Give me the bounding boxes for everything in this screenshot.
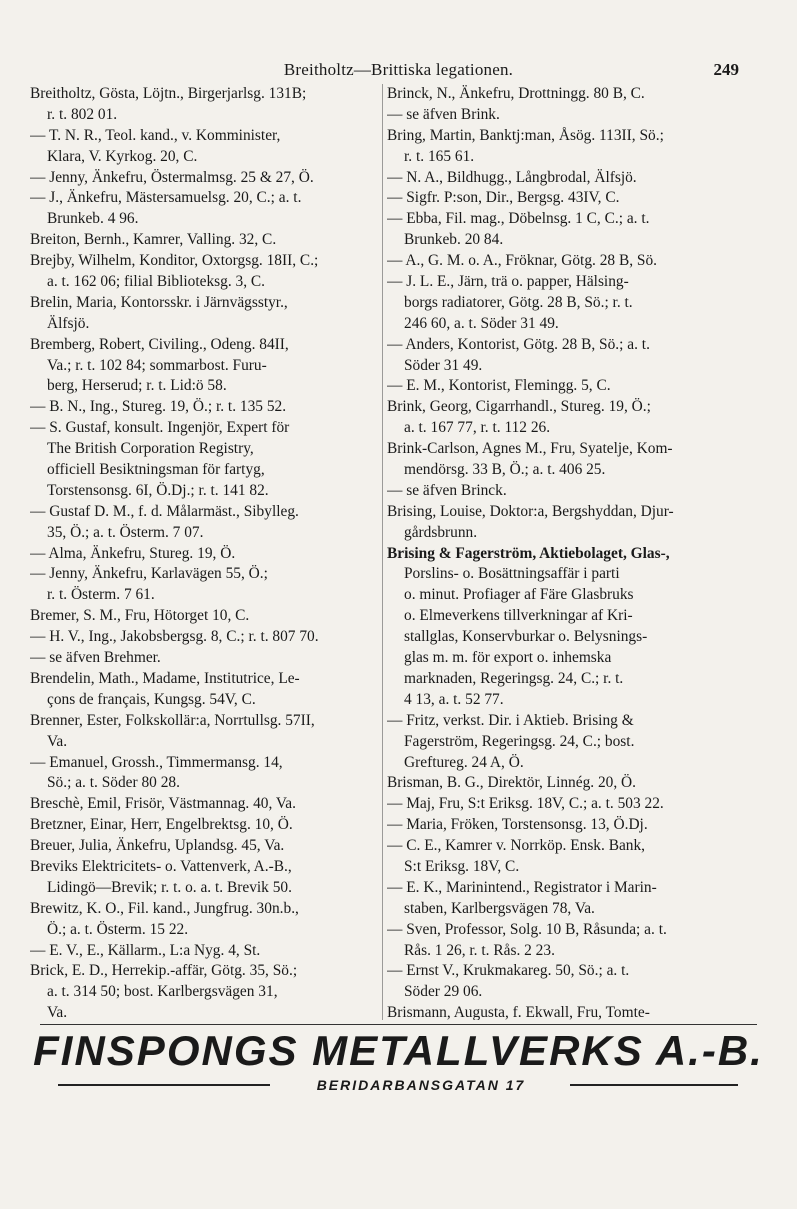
directory-entry-line: — Alma, Änkefru, Stureg. 19, Ö. [30, 544, 236, 562]
directory-entry-line: marknaden, Regeringsg. 24, C.; r. t. [404, 669, 624, 687]
directory-entry-line: o. Elmeverkens tillverkningar af Kri- [404, 607, 633, 625]
directory-entry-line: The British Corporation Registry, [47, 440, 254, 458]
directory-entry-line: Va.; r. t. 102 84; sommarbost. Furu- [47, 356, 267, 374]
directory-entry-line: Brising, Louise, Doktor:a, Bergshyddan, Djur- [387, 502, 674, 520]
directory-entry-line: Brink-Carlson, Agnes M., Fru, Syatelje, Kom- [387, 440, 673, 458]
directory-entry-line: Rås. 1 26, r. t. Rås. 2 23. [404, 941, 555, 959]
ad-address-row [58, 1074, 738, 1096]
directory-entry-line: Brismann, Augusta, f. Ekwall, Fru, Tomte- [387, 1004, 650, 1020]
directory-entry-line: Ö.; a. t. Österm. 15 22. [47, 920, 189, 938]
ad-company-name: FINSPONGS METALLVERKS A.-B. [33, 1027, 764, 1074]
directory-entry-line: — Jenny, Änkefru, Östermalmsg. 25 & 27, Ö. [30, 168, 314, 186]
column-divider [382, 84, 383, 1020]
directory-entry-line: Va. [47, 732, 68, 750]
directory-entry-line: Breviks Elektricitets- o. Vattenverk, A.-B., [30, 857, 292, 875]
directory-entry-line: Brinck, N., Änkefru, Drottningg. 80 B, C. [387, 85, 645, 102]
directory-entry-line: Breschè, Emil, Frisör, Västmannag. 40, Va. [30, 795, 296, 813]
directory-entry-line: — Fritz, verkst. Dir. i Aktieb. Brising & [387, 711, 634, 729]
directory-entry-line: Brunkeb. 4 96. [47, 210, 139, 228]
directory-entry-line: staben, Karlbergsvägen 78, Va. [404, 899, 595, 917]
directory-entry-line: çons de français, Kungsg. 54V, C. [47, 690, 256, 708]
directory-entry-line: r. t. 802 01. [47, 105, 118, 123]
left-column [30, 84, 384, 1020]
directory-entry-line: Brick, E. D., Herrekip.-affär, Götg. 35, Sö.; [30, 962, 298, 980]
directory-entry-line: Brendelin, Math., Madame, Institutrice, Le- [30, 669, 300, 687]
directory-entry-line: mendörsg. 33 B, Ö.; a. t. 406 25. [404, 461, 606, 479]
page-header [0, 56, 797, 82]
right-column [387, 84, 761, 1020]
directory-entry-line: — E. V., E., Källarm., L:a Nyg. 4, St. [30, 941, 261, 959]
directory-entry-line: Bring, Martin, Banktj:man, Åsög. 113II, Sö.; [387, 126, 664, 144]
directory-entry-line: — Ernst V., Krukmakareg. 50, Sö.; a. t. [387, 962, 630, 980]
directory-entry-line: berg, Herserud; r. t. Lid:ö 58. [47, 377, 227, 395]
directory-entry-line: — J. L. E., Järn, trä o. papper, Hälsing- [387, 273, 629, 291]
directory-entry-line: Bremer, S. M., Fru, Hötorget 10, C. [30, 607, 250, 625]
directory-entry-line: S:t Eriksg. 18V, C. [404, 857, 520, 875]
directory-entry-line: — T. N. R., Teol. kand., v. Komminister, [30, 126, 281, 144]
directory-entry-line: a. t. 314 50; bost. Karlbergsvägen 31, [47, 983, 278, 1001]
directory-columns [30, 84, 765, 1020]
directory-entry-line: — A., G. M. o. A., Fröknar, Götg. 28 B, Sö. [387, 252, 658, 270]
directory-entry-line: Bremberg, Robert, Civiling., Odeng. 84II, [30, 335, 289, 353]
directory-entry-line: Brunkeb. 20 84. [404, 231, 504, 249]
directory-entry-line: 4 13, a. t. 52 77. [404, 690, 504, 708]
directory-entry-line: Brenner, Ester, Folkskollär:a, Norrtullsg. 57II, [30, 711, 315, 729]
directory-entry-line: — Gustaf D. M., f. d. Målarmäst., Sibylleg. [30, 502, 299, 520]
advertisement [0, 1028, 797, 1100]
directory-entry-line: — N. A., Bildhugg., Långbrodal, Älfsjö. [387, 168, 637, 186]
directory-entry-line: Brelin, Maria, Kontorsskr. i Järnvägsstyr., [30, 293, 288, 311]
directory-entry-line: Söder 29 06. [404, 983, 483, 1001]
directory-entry-line: — J., Änkefru, Mästersamuelsg. 20, C.; a. t. [30, 189, 302, 207]
directory-entry-line: Brisman, B. G., Direktör, Linnég. 20, Ö. [387, 774, 637, 792]
directory-entry-line: Bretzner, Einar, Herr, Engelbrektsg. 10, Ö. [30, 816, 293, 834]
directory-entry-line: o. minut. Profiager af Färe Glasbruks [404, 586, 634, 604]
directory-entry-line: Älfsjö. [47, 314, 90, 332]
directory-entry-line: Lidingö—Brevik; r. t. o. a. t. Brevik 50. [47, 878, 292, 896]
directory-entry-line: — Sven, Professor, Solg. 10 B, Råsunda; a. t. [387, 920, 667, 938]
directory-entry-line: Brising & Fagerström, Aktiebolaget, Glas-, [387, 544, 670, 562]
directory-entry-line: Torstensonsg. 6I, Ö.Dj.; r. t. 141 82. [47, 481, 269, 499]
directory-entry-line: 35, Ö.; a. t. Österm. 7 07. [47, 523, 204, 541]
directory-entry-line: Va. [47, 1004, 68, 1020]
ad-divider [40, 1024, 757, 1025]
directory-entry-line: — E. M., Kontorist, Flemingg. 5, C. [387, 377, 611, 395]
ad-address: BERIDARBANSGATAN 17 [316, 1077, 526, 1093]
ad-rule-left [58, 1084, 270, 1086]
directory-entry-line: Brink, Georg, Cigarrhandl., Stureg. 19, Ö.; [387, 398, 651, 416]
directory-entry-line: Breiton, Bernh., Kamrer, Valling. 32, C. [30, 231, 277, 249]
directory-entry-line: — E. K., Marinintend., Registrator i Marin- [387, 878, 657, 896]
directory-entry-line: — Anders, Kontorist, Götg. 28 B, Sö.; a. t. [387, 335, 650, 353]
directory-entry-line: 246 60, a. t. Söder 31 49. [404, 314, 559, 332]
directory-entry-line: glas m. m. för export o. inhemska [404, 649, 612, 667]
directory-entry-line: — se äfven Brinck. [387, 481, 507, 499]
directory-entry-line: Porslins- o. Bosättningsaffär i parti [404, 565, 620, 583]
directory-entry-line: Sö.; a. t. Söder 80 28. [47, 774, 180, 792]
directory-entry-line: — Maria, Fröken, Torstensonsg. 13, Ö.Dj. [387, 816, 648, 834]
directory-entry-line: — Jenny, Änkefru, Karlavägen 55, Ö.; [30, 565, 268, 583]
directory-entry-line: a. t. 162 06; filial Biblioteksg. 3, C. [47, 273, 266, 291]
directory-entry-line: borgs radiatorer, Götg. 28 B, Sö.; r. t. [404, 293, 633, 311]
directory-entry-line: Fagerström, Regeringsg. 24, C.; bost. [404, 732, 635, 750]
directory-entry-line: — se äfven Brink. [387, 105, 500, 123]
directory-entry-line: officiell Besiktningsman för fartyg, [47, 461, 265, 479]
directory-entry-line: Klara, V. Kyrkog. 20, C. [47, 147, 198, 165]
directory-entry-line: gårdsbrunn. [404, 523, 478, 541]
directory-entry-line: a. t. 167 77, r. t. 112 26. [404, 419, 551, 437]
directory-entry-line: Brejby, Wilhelm, Konditor, Oxtorgsg. 18II, C.; [30, 252, 319, 270]
directory-entry-line: — Maj, Fru, S:t Eriksg. 18V, C.; a. t. 503 22. [387, 795, 664, 813]
directory-entry-line: Greftureg. 24 A, Ö. [404, 753, 524, 771]
directory-entry-line: — S. Gustaf, konsult. Ingenjör, Expert för [30, 419, 290, 437]
directory-entry-line: — H. V., Ing., Jakobsbergsg. 8, C.; r. t. 807 70. [30, 628, 319, 646]
directory-entry-line: Breuer, Julia, Änkefru, Uplandsg. 45, Va. [30, 837, 285, 855]
directory-entry-line: — Ebba, Fil. mag., Döbelnsg. 1 C, C.; a. t. [387, 210, 650, 228]
ad-rule-right [570, 1084, 738, 1086]
directory-entry-line: Breitholtz, Gösta, Löjtn., Birgerjarlsg. 131B; [30, 85, 307, 102]
directory-entry-line: Brewitz, K. O., Fil. kand., Jungfrug. 30n.b., [30, 899, 299, 917]
running-title: Breitholtz—Brittiska legationen. [283, 60, 514, 79]
directory-entry-line: — C. E., Kamrer v. Norrköp. Ensk. Bank, [387, 837, 646, 855]
directory-entry-line: — B. N., Ing., Stureg. 19, Ö.; r. t. 135 52. [30, 398, 287, 416]
directory-entry-line: stallglas, Konservburkar o. Belysnings- [404, 628, 648, 646]
directory-entry-line: — Emanuel, Grossh., Timmermansg. 14, [30, 753, 283, 771]
directory-entry-line: r. t. 165 61. [404, 147, 475, 165]
page-number: 249 [713, 60, 739, 79]
directory-entry-line: Söder 31 49. [404, 356, 483, 374]
directory-entry-line: — Sigfr. P:son, Dir., Bergsg. 43IV, C. [387, 189, 620, 207]
directory-entry-line: — se äfven Brehmer. [30, 649, 161, 667]
directory-entry-line: r. t. Österm. 7 61. [47, 586, 155, 604]
